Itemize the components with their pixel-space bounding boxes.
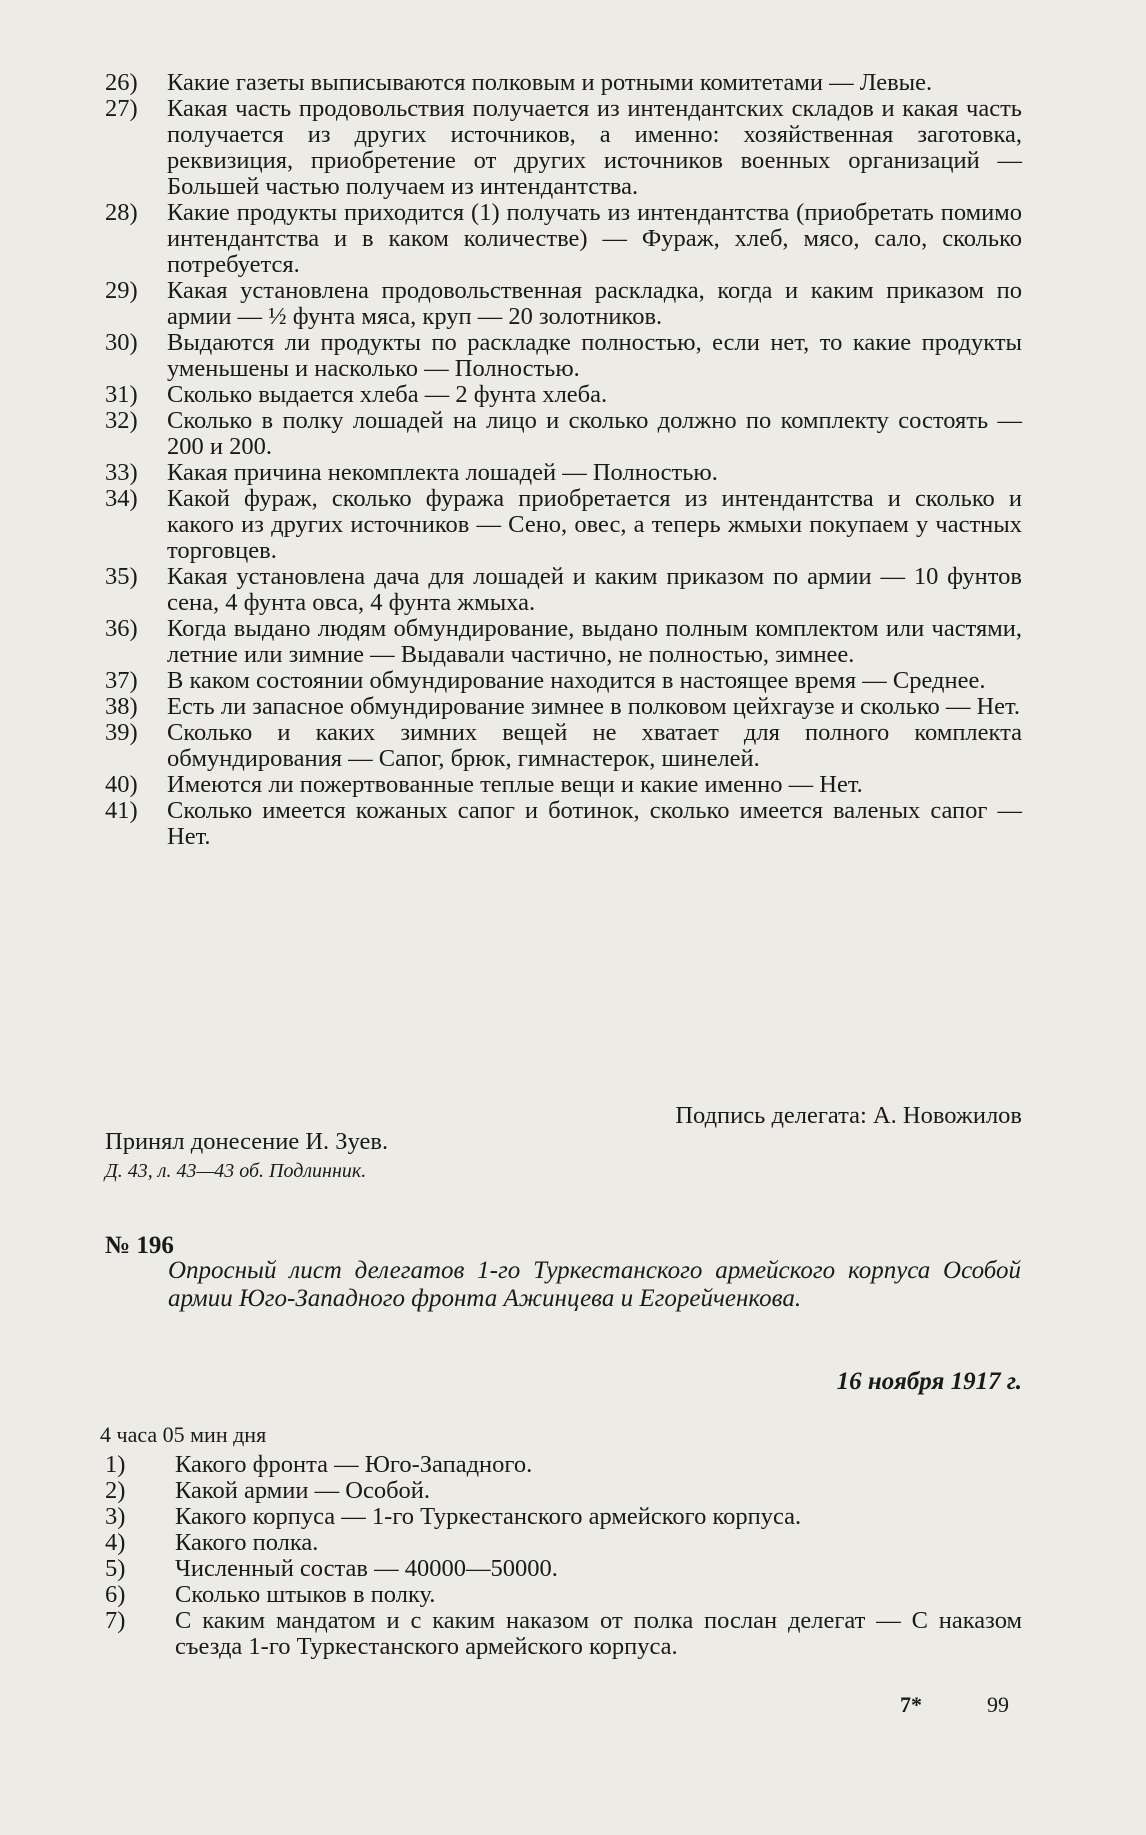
question-33: 33) Какая причина некомплекта лошадей — Полностью. bbox=[105, 459, 718, 486]
question-2: 2) Какой армии — Особой. bbox=[105, 1477, 431, 1504]
question-26: 26) Какие газеты выписываются полковым и ротными комитетами — Левые. bbox=[105, 69, 933, 96]
question-4: 4) Какого полка. bbox=[105, 1529, 319, 1556]
question-1: 1) Какого фронта — Юго-Западного. bbox=[105, 1451, 533, 1478]
question-39: 39) Сколько и каких зимних вещей не хватает для полного комплекта обмундирования — Сапог, брюк, гимнастерок, шинелей. bbox=[105, 719, 1022, 772]
question-38: 38) Есть ли запасное обмундирование зимнее в полковом цейхгаузе и сколько — Нет. bbox=[105, 693, 1021, 720]
question-35: 35) Какая установлена дача для лошадей и каким приказом по армии — 10 фунтов сена, 4 фунта овса, 4 фунта жмыха. bbox=[105, 563, 1022, 616]
question-3: 3) Какого корпуса — 1-го Туркестанского армейского корпуса. bbox=[105, 1503, 802, 1530]
delegate-signature: Подпись делегата: А. Новожилов bbox=[675, 1102, 1022, 1129]
question-29: 29) Какая установлена продовольственная раскладка, когда и каким приказом по армии — ½ фунта мяса, круп — 20 золотников. bbox=[105, 277, 1022, 330]
document-title: Опросный лист делегатов 1-го Туркестанского армейского корпуса Особой армии Юго-Западного фронта Ажинцева и Егорейченкова. bbox=[168, 1257, 1021, 1312]
question-7: 7) С каким мандатом и с каким наказом от полка послан делегат — С наказом съезда 1-го Туркестанского армейского корпуса. bbox=[105, 1607, 1022, 1660]
question-30: 30) Выдаются ли продукты по раскладке полностью, если нет, то какие продукты уменьшены и насколько — Полностью. bbox=[105, 329, 1022, 382]
question-34: 34) Какой фураж, сколько фуража приобретается из интендантства и сколько и какого из других источников — Сено, овес, а теперь жмыхи покупаем у частных торговцев. bbox=[105, 485, 1022, 564]
question-37: 37) В каком состоянии обмундирование находится в настоящее время — Среднее. bbox=[105, 667, 986, 694]
question-36: 36) Когда выдано людям обмундирование, выдано полным комплектом или частями, летние или зимние — Выдавали частично, не полностью, зимнее. bbox=[105, 615, 1022, 668]
question-5: 5) Численный состав — 40000—50000. bbox=[105, 1555, 558, 1582]
questionnaire-list-1 bbox=[105, 70, 1022, 850]
page-number: 99 bbox=[987, 1692, 1009, 1717]
questionnaire-list-2 bbox=[105, 1452, 1022, 1660]
received-by: Принял донесение И. Зуев. bbox=[105, 1128, 389, 1155]
question-31: 31) Сколько выдается хлеба — 2 фунта хлеба. bbox=[105, 381, 608, 408]
question-27: 27) Какая часть продовольствия получается из интендантских складов и какая часть получается из других источников, а именно: хозяйственная заготовка, реквизиция, приобретение от других источников военных организаций — Большей частью получаем из интендантства. bbox=[105, 95, 1022, 200]
question-40: 40) Имеются ли пожертвованные теплые вещи и какие именно — Нет. bbox=[105, 771, 863, 798]
question-32: 32) Сколько в полку лошадей на лицо и сколько должно по комплекту состоять — 200 и 200. bbox=[105, 407, 1022, 460]
question-6: 6) Сколько штыков в полку. bbox=[105, 1581, 436, 1608]
archive-source: Д. 43, л. 43—43 об. Подлинник. bbox=[105, 1160, 367, 1182]
question-28: 28) Какие продукты приходится (1) получать из интендантства (приобретать помимо интендантства и в каком количестве) — Фураж, хлеб, мясо, сало, сколько потребуется. bbox=[105, 199, 1022, 278]
question-41: 41) Сколько имеется кожаных сапог и ботинок, сколько имеется валеных сапог — Нет. bbox=[105, 797, 1022, 850]
time-note: 4 часа 05 мин дня bbox=[100, 1422, 267, 1447]
document-number: № 196 bbox=[105, 1232, 174, 1259]
document-date: 16 ноября 1917 г. bbox=[836, 1368, 1022, 1395]
signature-mark: 7* bbox=[900, 1692, 922, 1717]
